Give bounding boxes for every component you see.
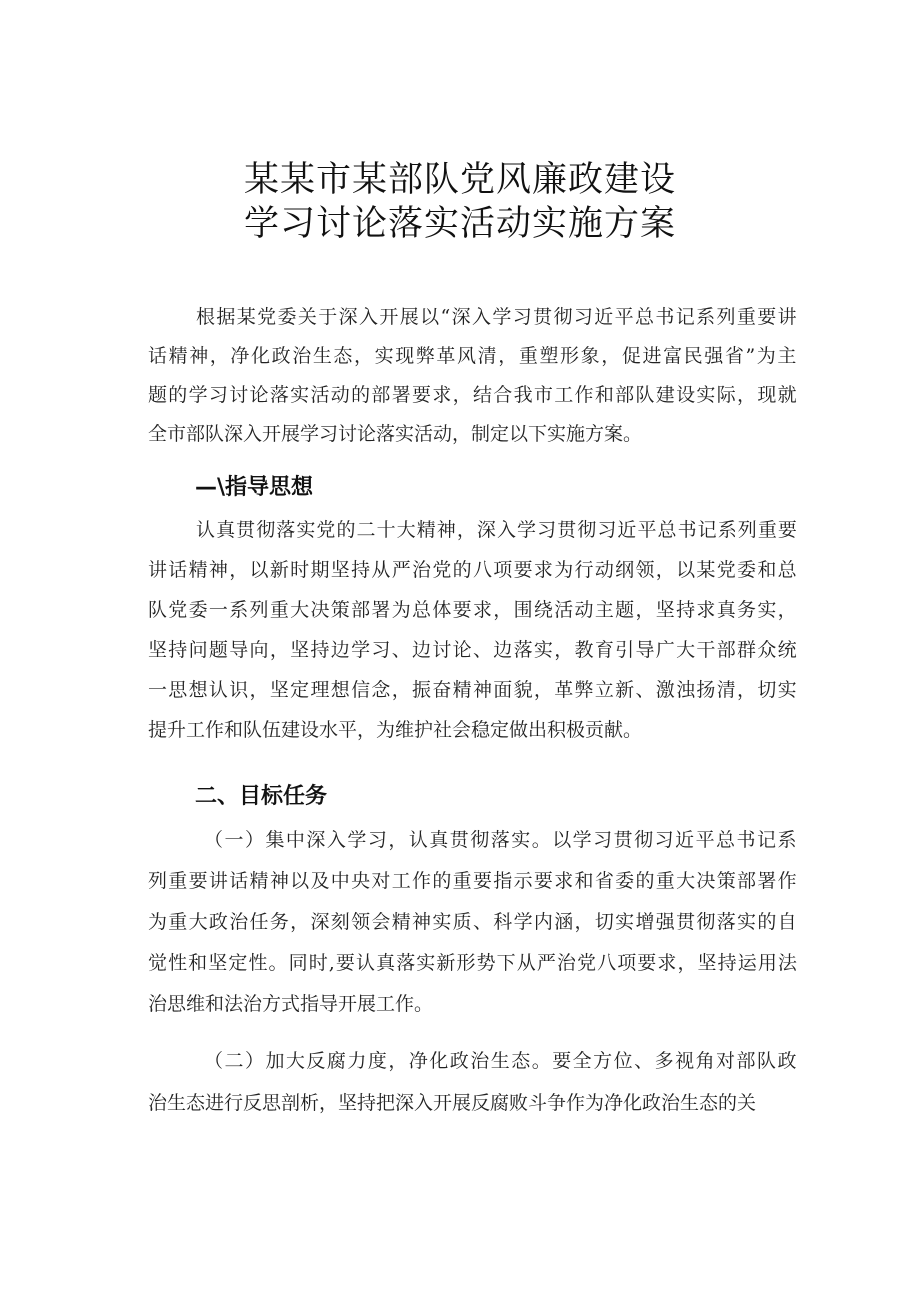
paragraph-line: 为重大政治任务，深刻领会精神实质、科学内涵，切实增强贯彻落实的自 xyxy=(148,911,798,933)
paragraph-line: 治生态进行反思剖析，坚持把深入开展反腐败斗争作为净化政治生态的关 xyxy=(148,1092,757,1114)
section-heading-goals: 二、目标任务 xyxy=(195,784,328,809)
paragraph-line: 觉性和坚定性。同时,要认真落实新形势下从严治党八项要求，坚持运用法 xyxy=(148,952,798,974)
section2-item2-paragraph xyxy=(148,1040,798,1124)
paragraph-line: 话精神，净化政治生态，实现弊革风清，重塑形象，促进富民强省”为主 xyxy=(148,345,798,367)
paragraph-line: 列重要讲话精神以及中央对工作的重要指示要求和省委的重大决策部署作 xyxy=(148,870,798,892)
paragraph-line: 提升工作和队伍建设水平，为维护社会稳定做出积极贡献。 xyxy=(148,719,643,741)
paragraph-line: 队党委一系列重大决策部署为总体要求，围绕活动主题，坚持求真务实， xyxy=(148,599,798,621)
section2-item1-paragraph xyxy=(148,820,798,1025)
document-title-line1: 某某市某部队党风廉政建设 xyxy=(243,160,676,200)
paragraph-line: 坚持问题导向，坚持边学习、边讨论、边落实，教育引导广大干部群众统 xyxy=(148,639,798,661)
paragraph-line: 讲话精神，以新时期坚持从严治党的八项要求为行动纲领，以某党委和总 xyxy=(148,559,798,581)
paragraph-line: 根据某党委关于深入开展以“深入学习贯彻习近平总书记系列重要讲 xyxy=(196,306,798,328)
paragraph-line: 治思维和法治方式指导开展工作。 xyxy=(148,993,434,1015)
paragraph-line: 全市部队深入开展学习讨论落实活动，制定以下实施方案。 xyxy=(148,423,643,445)
paragraph-line: 题的学习讨论落实活动的部署要求，结合我市工作和部队建设实际，现就 xyxy=(148,384,798,406)
document-title-line2: 学习讨论落实活动实施方案 xyxy=(243,204,676,244)
paragraph-line: 认真贯彻落实党的二十大精神，深入学习贯彻习近平总书记系列重要 xyxy=(196,519,798,541)
paragraph-line: 一思想认识，坚定理想信念，振奋精神面貌，革弊立新、激浊扬清，切实 xyxy=(148,679,798,701)
section-heading-guiding-thought: —\指导思想 xyxy=(195,475,314,500)
paragraph-line: （二）加大反腐力度，净化政治生态。要全方位、多视角对部队政 xyxy=(204,1050,798,1072)
paragraph-line: （一）集中深入学习，认真贯彻落实。以学习贯彻习近平总书记系 xyxy=(204,829,798,851)
section1-paragraph xyxy=(148,510,798,750)
intro-paragraph xyxy=(148,298,798,454)
